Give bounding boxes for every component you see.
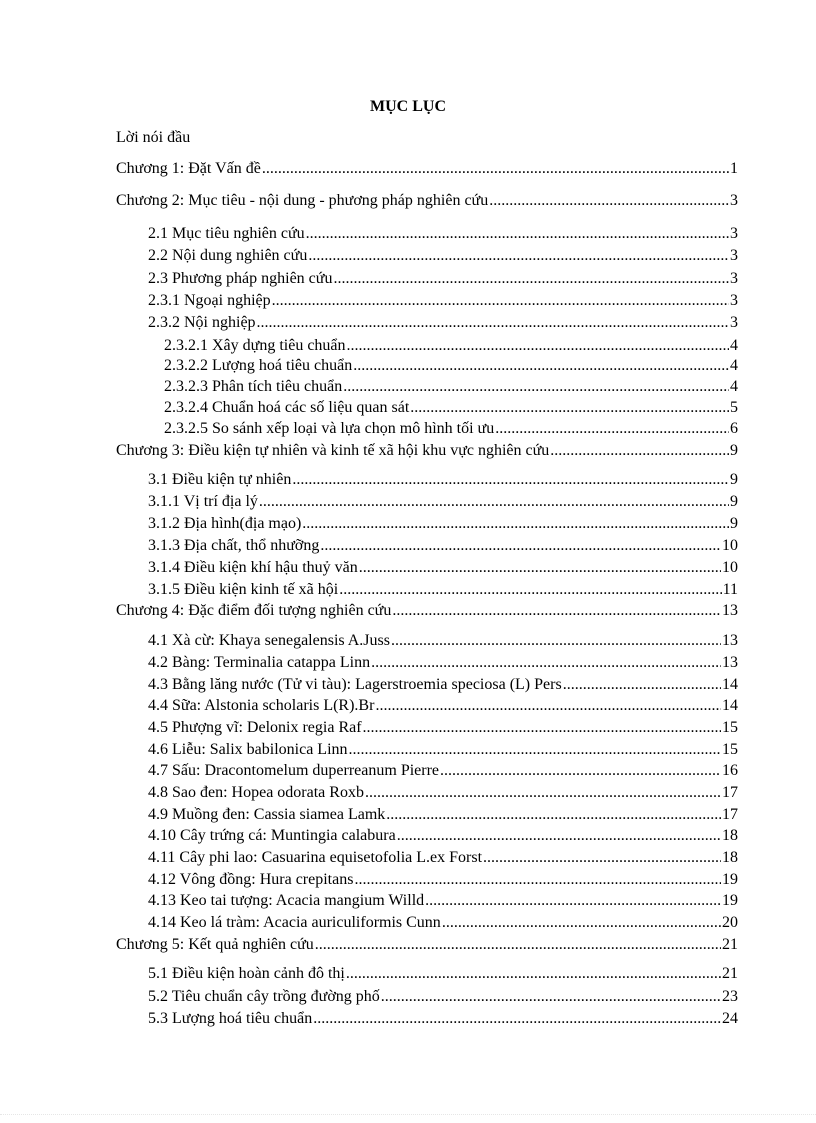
toc-dot-leader [392,601,721,621]
toc-entry [148,675,738,695]
toc-entry-page-number: 13 [722,602,738,619]
toc-entry-page-number: 1 [730,160,738,177]
toc-entry-page-number: 18 [722,849,738,866]
toc-entry-page-number: 4 [730,337,738,354]
toc-entry-label: 4.4 Sữa: Alstonia scholaris L(R).Br [148,697,375,714]
toc-entry-page-number: 9 [730,493,738,510]
toc-dot-leader [550,441,729,461]
toc-entry [148,964,738,984]
toc-entry-page-number: 14 [722,676,738,693]
toc-entry-page-number: 3 [730,292,738,309]
toc-entry-label: 5.3 Lượng hoá tiêu chuẩn [148,1010,313,1027]
toc-entry-label: 4.3 Bằng lăng nước (Tử vi tàu): Lagerstroemia speciosa (L) Pers [148,676,562,693]
toc-entry-label: 5.1 Điều kiện hoàn cảnh đô thị [148,965,345,982]
toc-entry [164,377,738,397]
toc-entry [148,870,738,890]
toc-entry [148,269,738,289]
toc-entry-page-number: 17 [722,784,738,801]
toc-entry-label: 2.1 Mục tiêu nghiên cứu [148,225,305,242]
toc-entry-page-number: 9 [730,515,738,532]
toc-dot-leader [353,356,729,376]
toc-entry-page-number: 19 [722,892,738,909]
toc-entry-page-number: 6 [730,420,738,437]
toc-entry [148,696,738,716]
toc-entry [116,935,738,955]
toc-entry [116,159,738,179]
toc-dot-leader [483,848,721,868]
toc-entry [148,1009,738,1029]
toc-entry-label: 4.14 Keo lá tràm: Acacia auriculiformis Cunn [148,914,441,931]
toc-entry-label: 3.1.4 Điều kiện khí hậu thuỷ văn [148,559,358,576]
toc-entry-label: 2.3.2.4 Chuẩn hoá các số liệu quan sát [164,399,410,416]
toc-dot-leader [425,891,721,911]
toc-dot-leader [315,935,721,955]
toc-dot-leader [306,224,729,244]
toc-entry-label: 2.3 Phương pháp nghiên cứu [148,270,333,287]
toc-entry-page-number: 15 [722,741,738,758]
toc-entry-label: 5.2 Tiêu chuẩn cây trồng đường phố [148,988,380,1005]
toc-entry-label: Chương 3: Điều kiện tự nhiên và kinh tế xã hội khu vực nghiên cứu [116,442,550,459]
toc-entry-label: 2.2 Nội dung nghiên cứu [148,247,308,264]
toc-entry-page-number: 4 [730,378,738,395]
toc-dot-leader [354,870,721,890]
toc-entry-page-number: 24 [722,1010,738,1027]
toc-entry-page-number: 3 [730,314,738,331]
toc-dot-leader [363,718,721,738]
toc-entry [148,826,738,846]
toc-entry-page-number: 13 [722,632,738,649]
toc-entry-label: 3.1.3 Địa chất, thổ nhưỡng [148,537,320,554]
toc-entry-page-number: 10 [722,559,738,576]
toc-entry-page-number: 15 [722,719,738,736]
toc-entry [148,848,738,868]
toc-dot-leader [272,291,729,311]
toc-entry [164,356,738,376]
toc-entry-page-number: 13 [722,654,738,671]
toc-entry-label: 4.12 Vông đồng: Hura crepitans [148,871,354,888]
toc-entry-label: Chương 1: Đặt Vấn đề [116,160,261,177]
toc-dot-leader [386,805,721,825]
toc-entry [148,740,738,760]
toc-dot-leader [308,246,729,266]
toc-dot-leader [292,470,729,490]
toc-dot-leader [333,269,729,289]
toc-entry [116,441,738,461]
toc-entry-label: 4.5 Phượng vĩ: Delonix regia Raf [148,719,362,736]
toc-entry [148,631,738,651]
toc-dot-leader [359,558,721,578]
toc-entry-label: 2.3.2.2 Lượng hoá tiêu chuẩn [164,357,353,374]
toc-entry [164,398,738,418]
toc-entry-page-number: 3 [730,225,738,242]
toc-entry-label: 2.3.2.5 So sánh xếp loại và lựa chọn mô hình tối ưu [164,420,495,437]
toc-dot-leader [339,580,721,600]
toc-entry-label: 4.7 Sấu: Dracontomelum duperreanum Pierre [148,762,440,779]
toc-dot-leader [489,191,729,211]
toc-dot-leader [313,1009,721,1029]
toc-entry-label: 3.1 Điều kiện tự nhiên [148,471,292,488]
toc-entry [148,580,738,600]
toc-entry [148,718,738,738]
toc-entry-page-number: 4 [730,357,738,374]
toc-entry-label: 4.2 Bàng: Terminalia catappa Linn [148,654,371,671]
toc-entry [148,536,738,556]
toc-entry-label: 4.1 Xà cừ: Khaya senegalensis A.Juss [148,632,390,649]
toc-entry [164,419,738,439]
toc-entry-page-number: 17 [722,806,738,823]
toc-entry-page-number: 20 [722,914,738,931]
toc-entry-page-number: 16 [722,762,738,779]
toc-dot-leader [375,696,721,716]
toc-dot-leader [391,631,721,651]
toc-entry [148,783,738,803]
toc-dot-leader [365,783,721,803]
toc-entry [148,913,738,933]
page-divider [0,1114,816,1116]
toc-entry-page-number: 14 [722,697,738,714]
toc-entry-label: 4.10 Cây trứng cá: Muntingia calabura [148,827,396,844]
toc-entry-page-number: 10 [722,537,738,554]
toc-dot-leader [349,740,721,760]
toc-entry [148,291,738,311]
toc-entry-label: 2.3.2 Nội nghiệp [148,314,256,331]
toc-entry [116,601,738,621]
toc-entry [148,492,738,512]
toc-dot-leader [371,653,721,673]
toc-entry-page-number: 18 [722,827,738,844]
toc-entry-label: 4.8 Sao đen: Hopea odorata Roxb [148,784,364,801]
toc-entry [116,191,738,211]
toc-entry-label: 3.1.2 Địa hình(địa mạo) [148,515,302,532]
toc-dot-leader [442,913,721,933]
toc-entry [148,313,738,333]
toc-entry-label: Chương 4: Đặc điểm đối tượng nghiên cứu [116,602,392,619]
toc-entry [148,653,738,673]
toc-entry-page-number: 3 [730,270,738,287]
toc-entry-label: 4.6 Liễu: Salix babilonica Linn [148,741,348,758]
toc-entry-page-number: 5 [730,399,738,416]
toc-entry-page-number: 11 [722,581,738,598]
toc-entry-page-number: 3 [730,247,738,264]
toc-entry-page-number: 21 [722,965,738,982]
toc-dot-leader [347,336,729,356]
toc-entry-label: Chương 5: Kết quả nghiên cứu [116,936,314,953]
toc-entry [148,224,738,244]
toc-dot-leader [320,536,721,556]
toc-entry-label: 4.11 Cây phi lao: Casuarina equisetofolia L.ex Forst [148,849,483,866]
toc-entry-page-number: 19 [722,871,738,888]
toc-entry-label: Chương 2: Mục tiêu - nội dung - phương pháp nghiên cứu [116,192,489,209]
toc-intro: Lời nói đầu [116,129,191,146]
toc-dot-leader [495,419,729,439]
toc-entry-page-number: 9 [730,471,738,488]
toc-dot-leader [257,313,729,333]
toc-entry [148,891,738,911]
toc-dot-leader [410,398,729,418]
toc-entry [148,761,738,781]
toc-dot-leader [397,826,721,846]
toc-entry-label: 2.3.2.3 Phân tích tiêu chuẩn [164,378,343,395]
toc-entry-label: 2.3.2.1 Xây dựng tiêu chuẩn [164,337,346,354]
toc-dot-leader [302,514,729,534]
toc-entry-label: 2.3.1 Ngoại nghiệp [148,292,271,309]
page-title: MỤC LỤC [370,98,446,115]
toc-entry [148,470,738,490]
toc-entry-page-number: 21 [722,936,738,953]
toc-entry-label: 4.9 Muồng đen: Cassia siamea Lamk [148,806,386,823]
toc-dot-leader [381,987,721,1007]
toc-dot-leader [343,377,729,397]
toc-entry-label: 4.13 Keo tai tượng: Acacia mangium Willd [148,892,425,909]
toc-entry-label: 3.1.1 Vị trí địa lý [148,493,258,510]
toc-entry-page-number: 23 [722,988,738,1005]
toc-entry [148,558,738,578]
toc-entry-label: 3.1.5 Điều kiện kinh tế xã hội [148,581,339,598]
toc-entry [148,987,738,1007]
toc-entry [148,514,738,534]
toc-dot-leader [259,492,729,512]
toc-entry [148,246,738,266]
toc-entry [164,336,738,356]
toc-entry-page-number: 9 [730,442,738,459]
toc-dot-leader [262,159,729,179]
toc-dot-leader [563,675,721,695]
toc-entry [148,805,738,825]
toc-entry-page-number: 3 [730,192,738,209]
toc-dot-leader [346,964,721,984]
toc-dot-leader [440,761,721,781]
